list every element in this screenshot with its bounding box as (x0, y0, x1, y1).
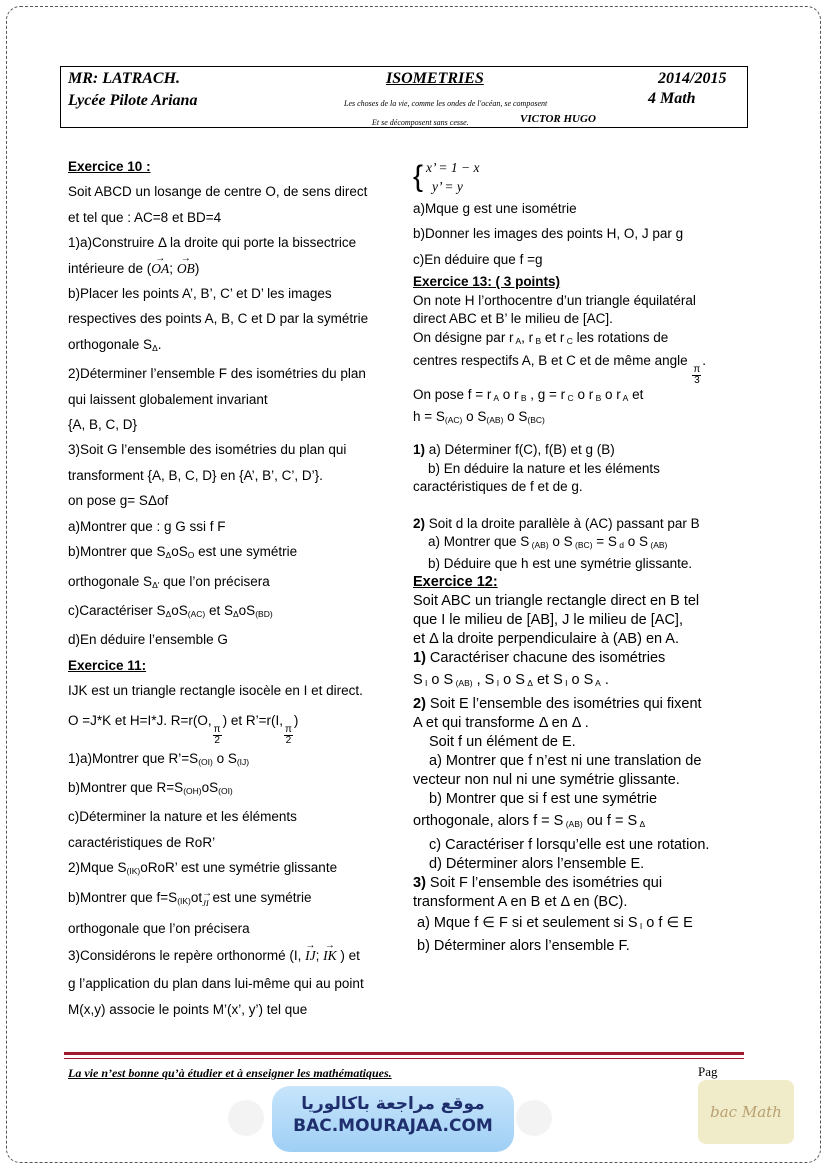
equation-system (413, 158, 743, 196)
brace-symbol: { (413, 160, 424, 193)
subscript: Δ (637, 819, 646, 830)
text-span: ; (169, 260, 177, 276)
right-column (413, 158, 743, 956)
school-name: Lycée Pilote Ariana (68, 92, 198, 109)
vector-ob: → OB (177, 256, 195, 281)
text-line: a) Montrer que f n’est ni une translation de (429, 753, 702, 770)
subscript: (AB) (453, 678, 473, 689)
text-span: o S (427, 672, 454, 689)
subscript: B (593, 393, 602, 404)
subscript: (OI) (218, 785, 233, 796)
text-span: Soit F l’ensemble des isométries qui (425, 875, 663, 892)
site-logo-right (516, 1100, 552, 1136)
fraction-pi-over-2 (213, 725, 222, 746)
text-line: caractéristiques de RoR’ (68, 834, 216, 850)
page-number: Pag (698, 1064, 718, 1079)
text-line (68, 775, 398, 804)
text-line: b) En déduire la nature et les éléments (428, 460, 660, 476)
text-span: que l’on précisera (159, 573, 270, 589)
subscript: (OI) (198, 756, 213, 767)
subscript: I (637, 921, 643, 932)
text-line: c) Caractériser f lorsqu’elle est une rotation. (429, 837, 710, 854)
text-span: On désigne par r (413, 329, 514, 345)
vector-ij: → IJ (305, 941, 316, 971)
left-column (68, 154, 398, 1022)
text-line (413, 515, 743, 534)
text-line (413, 533, 743, 555)
text-span: a) Déterminer f(C), f(B) et g (B) (425, 442, 615, 458)
text-span: b)Montrer que S (68, 544, 166, 560)
question-number: 3) (413, 875, 426, 892)
subscript: A (593, 678, 601, 689)
text-span: et S (205, 602, 233, 618)
text-span: ou f = S (582, 813, 638, 830)
text-span: o S (503, 408, 528, 424)
text-line (413, 809, 743, 836)
text-line (413, 912, 743, 937)
text-line (413, 329, 743, 351)
text-span: ) (194, 260, 200, 276)
text-line (68, 539, 398, 568)
text-line (68, 256, 398, 281)
text-line: on pose g= SΔof (68, 493, 169, 509)
subscript: B (533, 335, 542, 346)
text-span: o S (567, 672, 594, 689)
text-line (68, 598, 398, 627)
text-span: , g = r (526, 387, 566, 403)
text-line: g l’application du plan dans lui-même qui au point (68, 976, 364, 992)
text-span: ) et R’=r(I, (222, 712, 283, 728)
text-span: . (600, 672, 609, 689)
exercise-12 (413, 573, 743, 956)
subscript: (IK) (177, 895, 191, 906)
text-line: d)En déduire l’ensemble G (68, 632, 228, 648)
subscript: (IK) (126, 866, 141, 877)
text-line: 3)Soit G l’ensemble des isométries du plan qui (68, 442, 347, 458)
text-line (413, 668, 743, 695)
subscript: A (620, 393, 629, 404)
text-span: c)Caractériser S (68, 602, 166, 618)
exercise-13-title: Exercice 13: ( 3 points) (413, 274, 561, 290)
text-span: ; (315, 948, 324, 964)
exercise-11 (68, 653, 398, 1022)
text-span: o S (462, 408, 487, 424)
equation-line: x’ = 1 − x (426, 160, 480, 175)
text-line: {A, B, C, D} (68, 417, 138, 433)
subscript: C (565, 393, 574, 404)
text-line (68, 941, 398, 971)
subscript: (IJ) (236, 756, 250, 767)
subscript: B (518, 393, 527, 404)
text-line: et tel que : AC=8 et BD=4 (68, 209, 222, 225)
fraction-pi-over-2 (284, 725, 293, 746)
text-line: caractéristiques de f et de g. (413, 479, 583, 495)
fraction-numerator: π (284, 723, 292, 735)
text-span: oS (171, 602, 188, 618)
subscript: (AB) (486, 414, 504, 425)
text-span: . (157, 336, 162, 352)
text-span: , r (521, 329, 534, 345)
subscript: A (513, 335, 522, 346)
subscript: Δ (165, 550, 172, 561)
text-line: 2)Déterminer l’ensemble F des isométries du plan (68, 366, 366, 382)
text-line: b)Placer les points A’, B’, C’ et D’ les images (68, 286, 332, 302)
subscript: (BC) (527, 414, 545, 425)
subscript: I (494, 678, 500, 689)
text-span: o r (573, 387, 594, 403)
question-number: 2) (413, 515, 426, 531)
subscript: I (562, 678, 568, 689)
text-span: b)Montrer que R=S (68, 779, 184, 795)
text-span: Soit E l’ensemble des isométries qui fixent (425, 696, 702, 713)
footer-motto: La vie n’est bonne qu’à étudier et à enseigner les mathématiques. (68, 1066, 392, 1080)
text-line: b)Donner les images des points H, O, J par g (413, 226, 684, 242)
exercise-11-title: Exercice 11: (68, 657, 147, 673)
teacher-name: MR: LATRACH. (68, 70, 181, 87)
subscript: (AB) (563, 819, 583, 830)
subscript: Δ' (152, 579, 160, 590)
text-line: b) Déduire que h est une symétrie glissante. (428, 555, 693, 571)
text-line: et Δ la droite perpendiculaire à (AB) en A. (413, 631, 680, 648)
text-span: S (413, 672, 423, 689)
text-line (413, 441, 743, 460)
subscript: (OH) (183, 785, 202, 796)
text-line: M(x,y) associe le points M’(x’, y’) tel que (68, 1001, 308, 1017)
text-line: 1)a)Construire Δ la droite qui porte la bissectrice (68, 235, 357, 251)
text-span: ) (293, 712, 299, 728)
text-span: orthogonale S (68, 573, 153, 589)
text-line: vecteur non nul ni une symétrie glissante. (413, 772, 680, 789)
subscript: (AC) (444, 414, 463, 425)
text-span: o S (548, 534, 573, 550)
subscript: Δ (165, 608, 172, 619)
text-line: Soit ABC un triangle rectangle direct en B tel (413, 593, 700, 610)
text-line: b) Déterminer alors l’ensemble F. (417, 938, 630, 955)
text-line: que I le milieu de [AB], J le milieu de [AC], (413, 612, 683, 629)
text-line (68, 704, 398, 746)
text-span: 2)Mque S (68, 860, 127, 876)
text-line (413, 408, 743, 430)
subscript: (AC) (187, 608, 206, 619)
text-line: transforment A en B et Δ en (BC). (413, 894, 628, 911)
text-line: a)Mque g est une isométrie (413, 201, 577, 216)
text-line: Soit f un élément de E. (429, 734, 576, 751)
text-line (68, 885, 398, 916)
text-span: 1)a)Montrer que R’=S (68, 750, 199, 766)
text-line: c)En déduire que f =g (413, 251, 543, 267)
text-line: qui laissent globalement invariant (68, 391, 268, 407)
quote-line-2: Et se décomposent sans cesse. (372, 118, 469, 127)
subscript: Δ (152, 342, 158, 353)
text-span: Soit d la droite parallèle à (AC) passant par B (425, 515, 700, 531)
site-url[interactable]: BAC.MOURAJAA.COM (293, 1116, 493, 1136)
quote-author: VICTOR HUGO (520, 113, 596, 125)
text-span: o S (624, 534, 649, 550)
text-span: ot (190, 889, 203, 905)
fraction-denominator: 2 (214, 734, 220, 746)
subscript: A (491, 393, 499, 404)
text-line: c)Déterminer la nature et les éléments (68, 809, 297, 825)
text-span: et S (532, 672, 563, 689)
text-line (413, 386, 743, 408)
site-name-arabic: موقع مراجعة باكالوريا (301, 1094, 485, 1114)
subscript: (BC) (572, 540, 593, 551)
text-line: On note H l’orthocentre d’un triangle équilatéral (413, 292, 696, 308)
footer-rule (64, 1058, 744, 1059)
exercise-12-title: Exercice 12: (413, 574, 498, 591)
text-span: O =J*K et H=I*J. R=r(O, (68, 712, 212, 728)
subscript: (AB) (529, 540, 549, 551)
text-span: ) et (336, 948, 360, 964)
question-number: 1) (413, 650, 426, 667)
fraction-pi-over-3 (692, 365, 701, 386)
text-span: orthogonale S (68, 336, 153, 352)
text-line: b) Montrer que si f est une symétrie (429, 791, 658, 808)
fraction-numerator: π (693, 364, 701, 376)
text-span: , S (472, 672, 495, 689)
text-span: a) Mque f ∈ F si et seulement si S (417, 915, 638, 932)
text-line (68, 569, 398, 598)
text-span: orthogonale, alors f = S (413, 813, 564, 830)
text-span: On pose f = r (413, 387, 492, 403)
equation-line: y’ = y (432, 179, 463, 194)
site-logo-left (228, 1100, 264, 1136)
text-span: = S (592, 534, 617, 550)
text-line (68, 332, 398, 361)
text-line (413, 649, 743, 668)
subscript: (AB) (648, 540, 668, 551)
text-line (68, 855, 398, 884)
text-span: est une symétrie (208, 889, 312, 905)
text-line: A et qui transforme Δ en Δ . (413, 715, 589, 732)
vector-ji: → JI (202, 891, 209, 916)
class-level: 4 Math (648, 90, 696, 107)
bac-math-badge: bac Math (698, 1080, 794, 1144)
text-span: les rotations de (572, 329, 669, 345)
fraction-denominator: 2 (285, 734, 292, 746)
document-topic: ISOMETRIES (386, 70, 484, 87)
fraction-denominator: 3 (694, 375, 700, 387)
subscript: I (422, 678, 428, 689)
text-span: centres respectifs A, B et C et de même angle (413, 353, 692, 369)
text-line: orthogonale que l’on précisera (68, 920, 250, 936)
subscript: d (616, 540, 625, 551)
text-span: . (702, 353, 707, 369)
text-span: h = S (413, 408, 445, 424)
text-span: est une symétrie (194, 544, 298, 560)
subscript: O (187, 550, 195, 561)
text-line (413, 874, 743, 893)
vector-ik: → IK (323, 941, 337, 971)
text-span: o f ∈ E (642, 915, 693, 932)
subscript: (BD) (255, 608, 273, 619)
text-span: o r (601, 387, 621, 403)
text-span: et r (541, 329, 565, 345)
fraction-numerator: π (213, 723, 221, 735)
question-number: 1) (413, 442, 426, 458)
exercise-10 (68, 154, 398, 653)
text-line: Soit ABCD un losange de centre O, de sens direct (68, 184, 368, 200)
text-line: direct ABC et B’ le milieu de [AC]. (413, 311, 613, 327)
school-year: 2014/2015 (658, 70, 727, 87)
quote-line-1: Les choses de la vie, comme les ondes de l'océan, se composent (344, 99, 548, 108)
text-span: oRoR’ est une symétrie glissante (140, 860, 338, 876)
subscript: Δ (524, 678, 533, 689)
text-line: a)Montrer que : g G ssi f F (68, 518, 226, 534)
text-line: respectives des points A, B, C et D par la symétrie (68, 311, 369, 327)
text-line: transforment {A, B, C, D} en {A’, B’, C’, D’}. (68, 467, 323, 483)
subscript: C (564, 335, 573, 346)
text-line (413, 695, 743, 714)
text-span: 3)Considérons le repère orthonormé (I, (68, 948, 306, 964)
text-line: IJK est un triangle rectangle isocèle en I et direct. (68, 683, 363, 699)
text-span: o r (498, 387, 519, 403)
text-span: o S (499, 672, 525, 689)
footer-rule (64, 1052, 744, 1055)
question-number: 2) (413, 696, 426, 713)
text-line: d) Déterminer alors l’ensemble E. (429, 856, 645, 873)
exercise-13 (413, 273, 743, 573)
text-span: a) Montrer que S (428, 534, 530, 550)
text-span: oS (171, 544, 188, 560)
text-span: oS (201, 779, 219, 795)
vector-oa: → OA (151, 256, 169, 281)
text-line (68, 746, 398, 775)
text-span: o S (212, 750, 237, 766)
subscript: Δ (232, 608, 239, 619)
text-span: intérieure de ( (68, 260, 152, 276)
text-span: oS (238, 602, 256, 618)
text-span: Caractériser chacune des isométries (425, 650, 666, 667)
text-span: et (628, 387, 644, 403)
text-line (413, 350, 743, 386)
site-banner[interactable] (272, 1086, 514, 1152)
exercise-10-title: Exercice 10 : (68, 159, 151, 174)
text-span: b)Montrer que f=S (68, 889, 178, 905)
